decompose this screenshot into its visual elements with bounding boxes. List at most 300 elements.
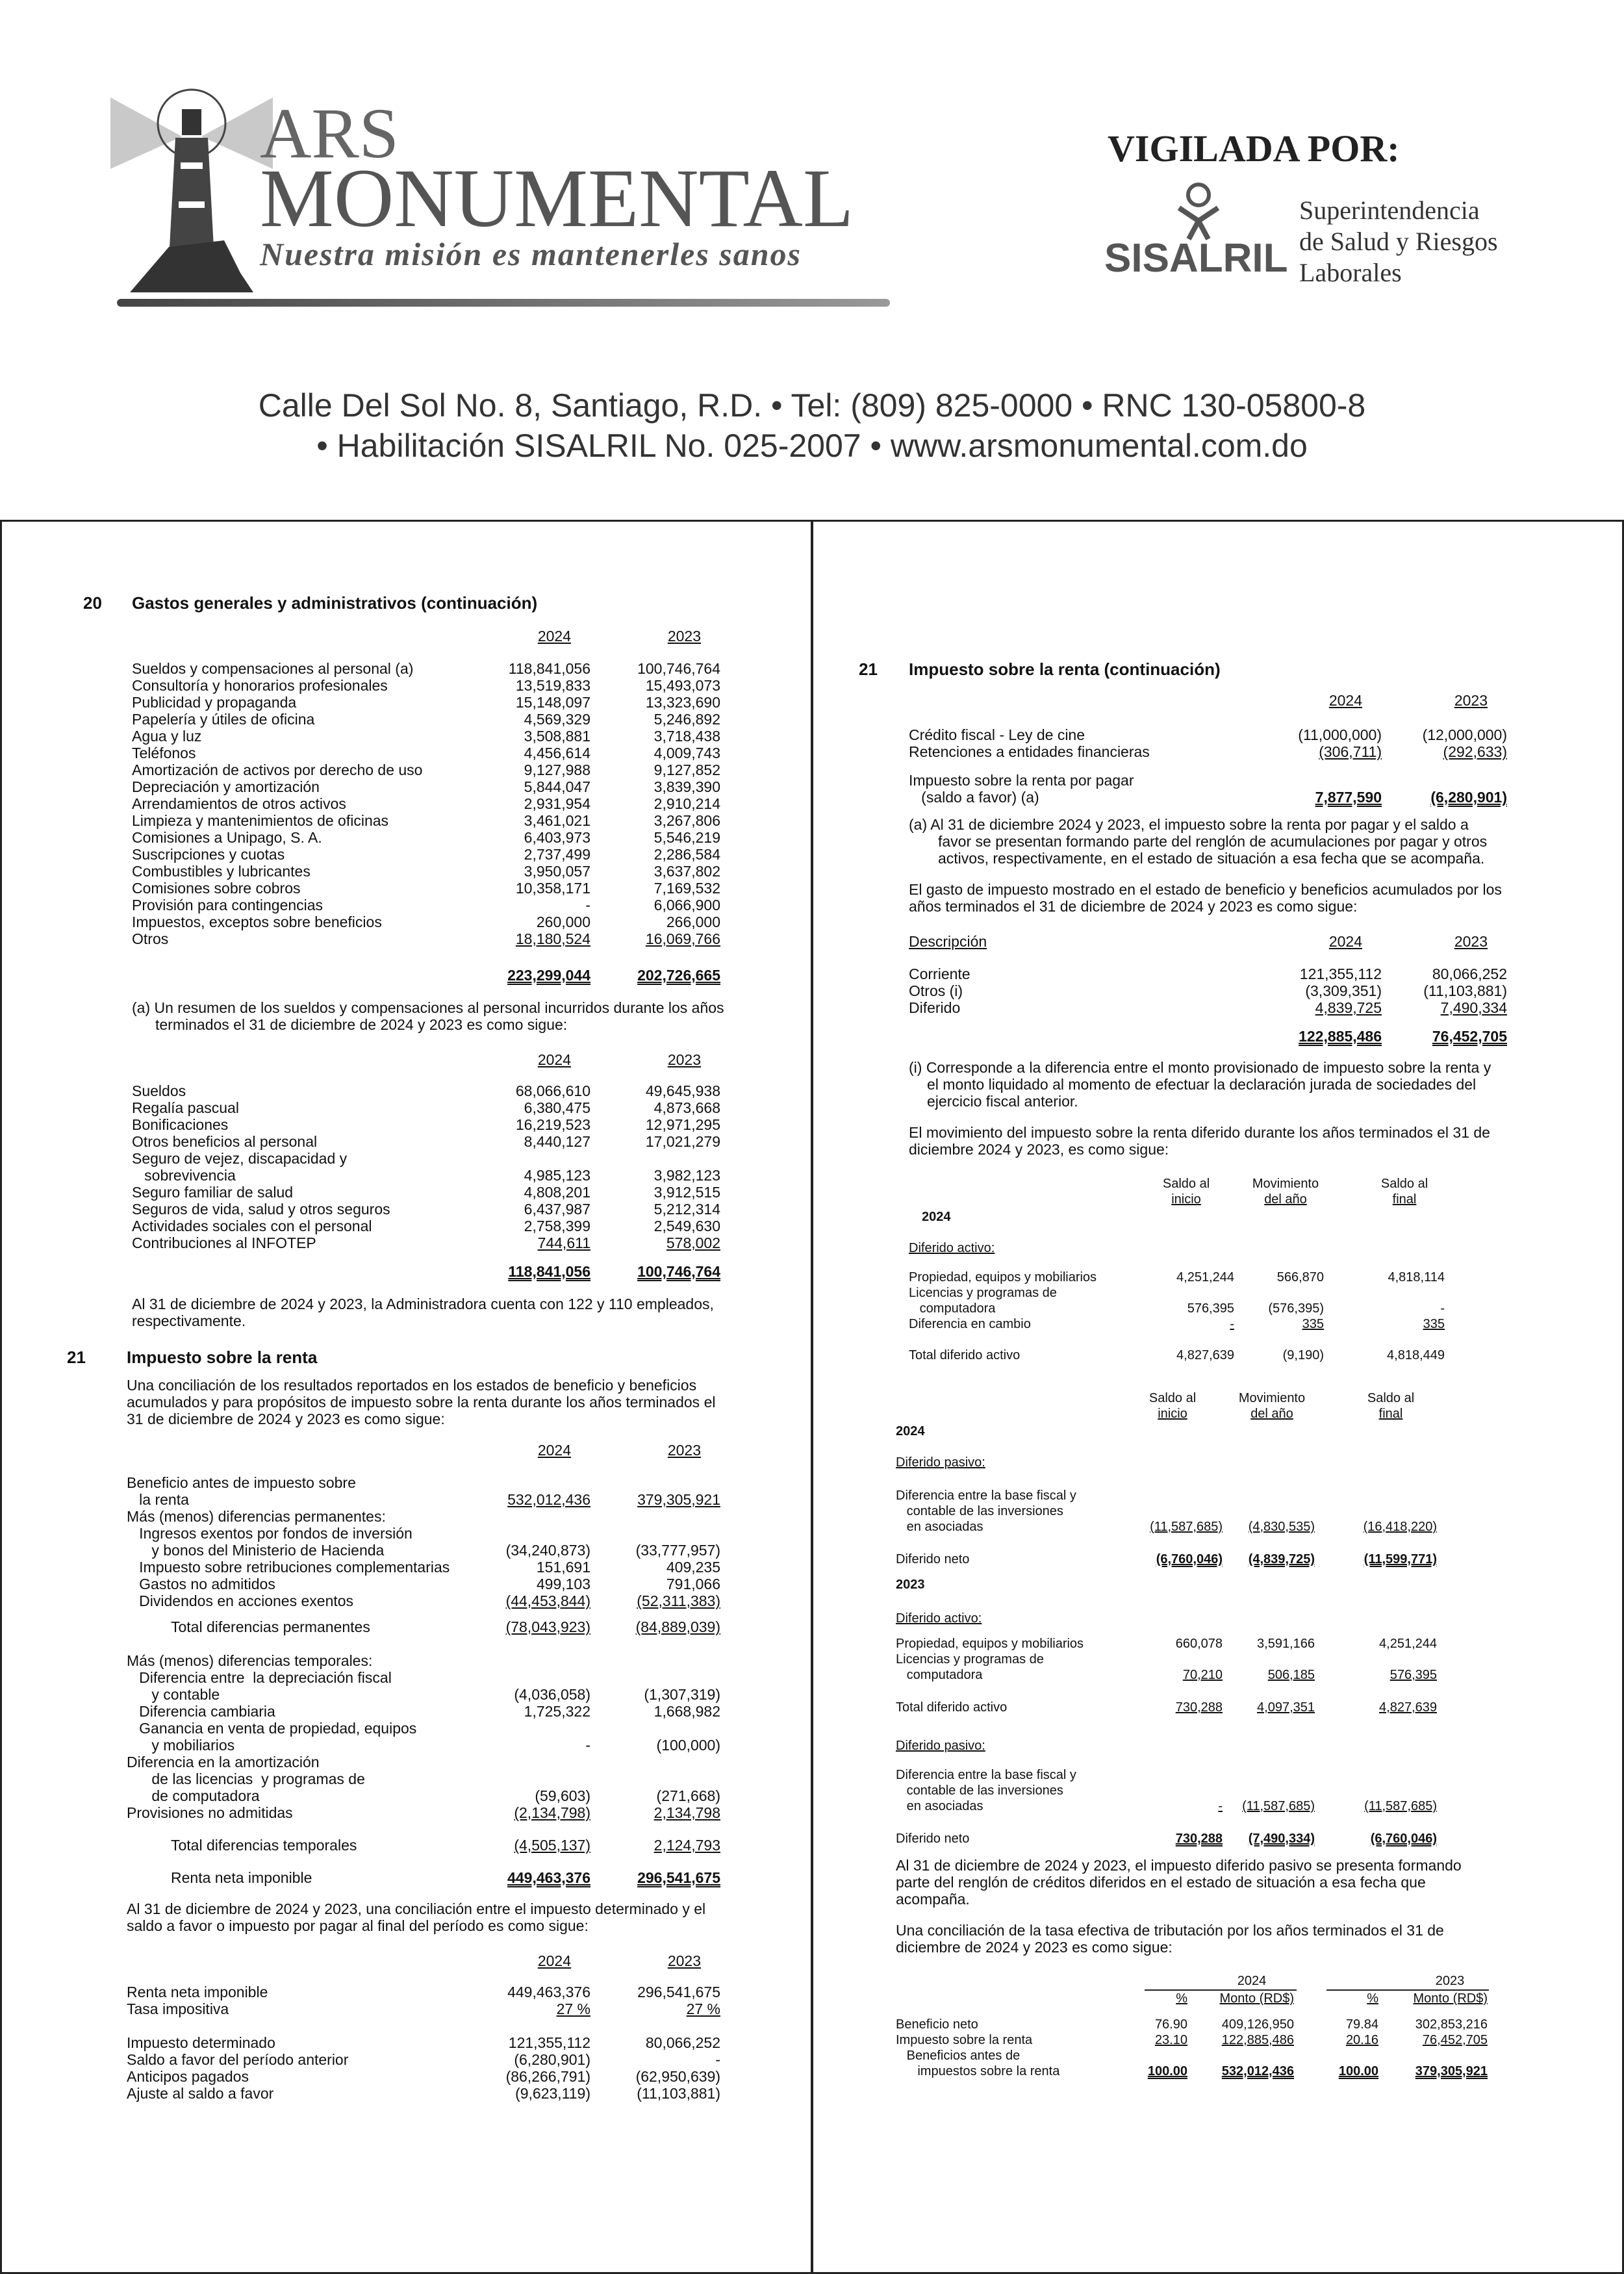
value-2023: 2,124,793 — [653, 1837, 720, 1854]
value-2023: (292,633) — [1443, 743, 1507, 760]
value-2023: 80,066,252 — [645, 2034, 720, 2051]
value-2023: (6,280,901) — [1430, 789, 1507, 806]
gastos-row — [132, 846, 720, 863]
value-2023: 379,305,921 — [637, 1491, 720, 1508]
saldo-final: 4,818,114 — [1388, 1270, 1445, 1284]
tasa-line2: diciembre de 2024 y 2023 es como sigue: — [896, 1939, 1173, 1956]
value-2023: 296,541,675 — [637, 1984, 720, 2000]
saldo-inicio: 4,827,639 — [1176, 1348, 1234, 1362]
row-label: Teléfonos — [132, 745, 196, 761]
monto-head: Monto (RD$) — [1413, 1991, 1488, 2006]
conc-row — [127, 1542, 720, 1559]
value-2023: (11,103,881) — [637, 2085, 720, 2102]
row-label: Comisiones a Unipago, S. A. — [132, 829, 322, 846]
sueldos-col-2023: 2023 — [667, 1051, 701, 1068]
saldo-inicio: 576,395 — [1187, 1301, 1234, 1316]
value-2024: 122,885,486 — [1299, 1028, 1382, 1045]
row-label: Ganancia en venta de propiedad, equipos — [127, 1720, 417, 1737]
value-2024: (59,603) — [535, 1787, 590, 1804]
value-2023: 49,645,938 — [645, 1082, 720, 1099]
row-label: Diferido — [909, 999, 961, 1016]
sueldos-row — [132, 1201, 720, 1218]
saldo-label: Saldo al — [1148, 1391, 1197, 1405]
temp-row — [127, 1686, 720, 1703]
saldo-inicio: 70,210 — [1182, 1668, 1223, 1682]
final-label: final — [1378, 1407, 1403, 1421]
cred-row — [909, 743, 1507, 760]
movimiento-label: Movimiento — [1252, 1177, 1319, 1191]
value-2023: (1,307,319) — [644, 1686, 720, 1703]
value-2023: 80,066,252 — [1432, 965, 1507, 982]
movimiento: (576,395) — [1268, 1301, 1324, 1316]
value-2024: (2,134,798) — [514, 1804, 590, 1821]
value-2024: (34,240,873) — [505, 1542, 590, 1559]
sueldos-row — [132, 1150, 720, 1167]
value-2024: 16,219,523 — [515, 1116, 590, 1133]
diferido-activo-row — [909, 1285, 1445, 1301]
value-2023: 17,021,279 — [645, 1133, 720, 1150]
diferido-pasivo-row — [896, 1519, 1437, 1535]
diferido-activo-total-row — [909, 1348, 1445, 1363]
value-2023: 12,971,295 — [645, 1116, 720, 1133]
superintendencia-line3: Laborales — [1299, 258, 1402, 287]
value-2023: 16,069,766 — [645, 930, 720, 947]
monto-2023: 76,452,705 — [1422, 2033, 1488, 2047]
row-label: Licencias y programas de — [896, 1652, 1044, 1667]
value-2023: (62,950,639) — [635, 2068, 720, 2085]
superintendencia-line2: de Salud y Riesgos — [1299, 227, 1498, 256]
diferido-pasivo-2023-title: Diferido pasivo: — [896, 1739, 985, 1753]
value-2024: 4,808,201 — [524, 1184, 590, 1201]
imp-row — [127, 2068, 720, 2085]
conc-row — [127, 1559, 720, 1576]
monto-2024: 532,012,436 — [1221, 2064, 1294, 2078]
row-label: Diferencia entre la base fiscal y — [896, 1488, 1076, 1503]
pct-head: % — [1176, 1991, 1187, 2006]
note-i-line2: el monto liquidado al momento de efectuar la declaración jurada de sociedades del — [927, 1076, 1477, 1093]
value-2023: 266,000 — [666, 913, 720, 930]
note-20-number: 20 — [83, 593, 102, 613]
saldo-inicio: (11,587,685) — [1150, 1520, 1223, 1534]
row-label: Propiedad, equipos y mobiliarios — [909, 1270, 1097, 1284]
value-2024: 223,299,044 — [507, 967, 590, 984]
tasa-row — [896, 2032, 1488, 2048]
pasivo-line1: Al 31 de diciembre de 2024 y 2023, el impuesto diferido pasivo se presenta formando — [896, 1857, 1462, 1874]
value-2023: 4,873,668 — [653, 1099, 720, 1116]
pct-2024: 100.00 — [1147, 2064, 1187, 2078]
row-label: Consultoría y honorarios profesionales — [132, 677, 388, 694]
row-label: Depreciación y amortización — [132, 778, 320, 795]
value-2023: (84,889,039) — [635, 1618, 720, 1635]
cred-col-2023: 2023 — [1454, 692, 1488, 709]
delano-label: del año — [1250, 1407, 1293, 1421]
row-label: Seguro de vejez, discapacidad y — [132, 1150, 348, 1167]
row-label: Otros beneficios al personal — [132, 1133, 318, 1150]
value-2024: 3,508,881 — [524, 728, 590, 745]
tagline: Nuestra misión es mantenerles sanos — [260, 236, 802, 272]
row-label: Tasa impositiva — [127, 2000, 229, 2017]
row-label: Arrendamientos de otros activos — [132, 795, 346, 812]
saldo-inicio: 4,251,244 — [1176, 1270, 1234, 1284]
movimiento: 566,870 — [1276, 1270, 1324, 1284]
temp-row — [127, 1652, 720, 1669]
tasa-total-row — [896, 2063, 1488, 2079]
diferido-activo-2023-row — [896, 1636, 1437, 1652]
row-label: Diferencia entre la base fiscal y — [896, 1768, 1076, 1782]
gastos-row — [132, 863, 720, 880]
row-label: Impuesto sobre retribuciones complementarias — [127, 1559, 450, 1576]
monto-head: Monto (RD$) — [1219, 1991, 1294, 2006]
cred-row — [909, 726, 1507, 743]
movimiento: (7,490,334) — [1248, 1832, 1315, 1846]
address-line-2: • Habilitación SISALRIL No. 025-2007 • www.arsmonumental.com.do — [316, 428, 1308, 464]
row-label: Limpieza y mantenimientos de oficinas — [132, 812, 389, 829]
diferido-activo-title: Diferido activo: — [909, 1241, 995, 1255]
row-label: Total diferencias temporales — [171, 1837, 357, 1854]
imp-col-2023: 2023 — [667, 1952, 701, 1969]
conc2-line1: Al 31 de diciembre de 2024 y 2023, una conciliación entre el impuesto determinado y el — [127, 1900, 706, 1917]
gastos-row — [132, 913, 720, 930]
row-label: Beneficios antes de — [896, 2049, 1021, 2063]
row-label: Diferencia entre la depreciación fiscal — [127, 1669, 392, 1686]
value-2024: 532,012,436 — [507, 1491, 590, 1508]
row-label: Combustibles y lubricantes — [132, 863, 311, 880]
gasto-line1: El gasto de impuesto mostrado en el estado de beneficio y beneficios acumulados por los — [909, 881, 1502, 898]
row-label: Sueldos — [132, 1082, 186, 1099]
col-saldo-inicio — [1137, 1176, 1235, 1207]
row-label: Retenciones a entidades financieras — [909, 743, 1150, 760]
gastos-row — [132, 795, 720, 812]
value-2023: 27 % — [686, 2000, 720, 2017]
conc-row — [127, 1474, 720, 1491]
sueldos-row — [132, 1167, 720, 1184]
monto-2024: 409,126,950 — [1221, 2017, 1294, 2032]
gastos-row — [132, 711, 720, 728]
value-2024: 499,103 — [536, 1576, 590, 1592]
pct-2023: 100.00 — [1338, 2064, 1378, 2078]
value-2024: 13,519,833 — [515, 677, 590, 694]
intro21-line2: acumulados y para propósitos de impuesto sobre la renta durante los años terminados el — [127, 1394, 716, 1411]
value-2023: 3,637,802 — [653, 863, 720, 880]
gastos-row — [132, 728, 720, 745]
temp-row — [127, 1720, 720, 1737]
diferido-activo-row — [909, 1270, 1445, 1285]
value-2023: 202,726,665 — [637, 967, 720, 984]
conc-row — [127, 1508, 720, 1525]
value-2023: 9,127,852 — [653, 761, 720, 778]
right-page-panel — [812, 520, 1624, 2274]
row-label: en asociadas — [896, 1520, 983, 1534]
gastos-row — [132, 761, 720, 778]
row-label: Diferencia cambiaria — [127, 1703, 275, 1720]
tot-perm-row — [171, 1618, 720, 1635]
value-2024: 121,355,112 — [1299, 965, 1382, 982]
row-label: Beneficio antes de impuesto sobre — [127, 1474, 356, 1491]
saldo-final: (11,587,685) — [1364, 1799, 1437, 1813]
row-label: Diferido neto — [896, 1552, 970, 1566]
temp-row — [127, 1804, 720, 1821]
year-2023-label: 2023 — [896, 1578, 925, 1592]
diferido-pasivo-2023-row — [896, 1798, 1437, 1814]
sueldos-row — [132, 1133, 720, 1150]
gasto-row — [909, 965, 1507, 982]
value-2023: 5,546,219 — [653, 829, 720, 846]
value-2024: 68,066,610 — [515, 1082, 590, 1099]
row-label: Ingresos exentos por fondos de inversión — [127, 1525, 412, 1542]
row-label: Más (menos) diferencias permanentes: — [127, 1508, 386, 1525]
movimiento: (4,830,535) — [1248, 1520, 1315, 1534]
value-2023: 3,267,806 — [653, 812, 720, 829]
monto-2023: 379,305,921 — [1415, 2064, 1488, 2078]
temp-row — [127, 1770, 720, 1787]
value-2023: 5,246,892 — [653, 711, 720, 728]
value-2023: (271,668) — [656, 1787, 720, 1804]
sueldos-row — [132, 1184, 720, 1201]
note-a-line1: (a) Un resumen de los sueldos y compensaciones al personal incurridos durante los años — [132, 999, 724, 1016]
value-2024: (3,309,351) — [1305, 982, 1382, 999]
value-2023: 2,134,798 — [653, 1804, 720, 1821]
value-2024: (306,711) — [1319, 743, 1382, 760]
col-movimiento — [1223, 1390, 1321, 1422]
note-21-title: Impuesto sobre la renta — [127, 1348, 318, 1367]
pasivo-line2: parte del renglón de créditos diferidos en el estado de situación a esa fecha que — [896, 1874, 1426, 1891]
row-label: Crédito fiscal - Ley de cine — [909, 726, 1085, 743]
gastos-row — [132, 897, 720, 913]
value-2023: 3,839,390 — [653, 778, 720, 795]
value-2024: 2,737,499 — [524, 846, 590, 863]
brand-main: MONUMENTAL — [260, 152, 854, 244]
saldo-inicio: - — [1218, 1799, 1223, 1813]
row-label: Amortización de activos por derecho de uso — [132, 761, 423, 778]
row-label: Más (menos) diferencias temporales: — [127, 1652, 373, 1669]
row-label: en asociadas — [896, 1799, 983, 1813]
lighthouse-logo-icon — [110, 78, 273, 292]
row-label: computadora — [909, 1301, 996, 1316]
col-saldo-final — [1356, 1176, 1453, 1207]
row-label: Corriente — [909, 965, 971, 982]
value-2023: (11,103,881) — [1423, 982, 1507, 999]
renta-row — [171, 1869, 720, 1886]
superintendencia-line1: Superintendencia — [1299, 196, 1480, 225]
row-label: Licencias y programas de — [909, 1286, 1057, 1300]
gastos-row — [132, 677, 720, 694]
row-label: Impuesto determinado — [127, 2034, 275, 2051]
value-2023: 6,066,900 — [653, 897, 720, 913]
pct-2023: 79.84 — [1345, 2017, 1378, 2032]
temp-row — [127, 1669, 720, 1686]
value-2023: 2,286,584 — [653, 846, 720, 863]
gastos-total-row — [132, 967, 720, 984]
gasto-col-2024: 2024 — [1328, 933, 1362, 950]
gastos-row — [132, 812, 720, 829]
pct-head: % — [1367, 1991, 1378, 2006]
inicio-label: inicio — [1171, 1192, 1201, 1207]
note-a-line2: terminados el 31 de diciembre de 2024 y 2023 es como sigue: — [155, 1016, 568, 1033]
row-label: Gastos no admitidos — [127, 1576, 275, 1592]
imp-row — [127, 2085, 720, 2102]
row-label: Total diferido activo — [896, 1700, 1008, 1715]
value-2023: 791,066 — [666, 1576, 720, 1592]
value-2024: 121,355,112 — [508, 2034, 590, 2051]
value-2024: 3,461,021 — [524, 812, 590, 829]
row-label: Anticipos pagados — [127, 2068, 249, 2085]
value-2024: 27 % — [556, 2000, 590, 2017]
value-2024: 15,148,097 — [515, 694, 590, 711]
gasto-row — [909, 999, 1507, 1016]
value-2024: 4,456,614 — [524, 745, 590, 761]
letterhead — [0, 0, 1624, 520]
value-2024: (6,280,901) — [514, 2051, 590, 2068]
diferido-activo-row — [909, 1316, 1445, 1332]
left-page-panel — [0, 520, 812, 2274]
value-2023: (52,311,383) — [637, 1592, 720, 1609]
row-label: Otros — [132, 930, 169, 947]
saldo-final: 4,818,449 — [1387, 1348, 1445, 1362]
row-label: Impuestos, exceptos sobre beneficios — [132, 913, 382, 930]
row-label: de computadora — [127, 1787, 260, 1804]
value-2024: 118,841,056 — [508, 660, 590, 677]
gastos-row — [132, 694, 720, 711]
row-label: y contable — [127, 1686, 220, 1703]
value-2024: 2,758,399 — [524, 1218, 590, 1234]
row-label: Diferencia en la amortización — [127, 1754, 320, 1770]
sueldos-row — [132, 1234, 720, 1251]
value-2024: (44,453,844) — [505, 1592, 590, 1609]
value-2023: 3,982,123 — [653, 1167, 720, 1184]
col-saldo-final — [1342, 1390, 1440, 1422]
row-label: (saldo a favor) (a) — [909, 789, 1039, 806]
diferido-activo-2023-title: Diferido activo: — [896, 1611, 982, 1626]
tasa-year-2024: 2024 — [1237, 1974, 1267, 1988]
tasa-col-heads — [896, 1991, 1488, 2006]
row-label: Renta neta imponible — [171, 1869, 312, 1886]
row-label: Actividades sociales con el personal — [132, 1218, 372, 1234]
saldo-label: Saldo al — [1367, 1391, 1415, 1405]
saldo-inicio: 730,288 — [1175, 1832, 1223, 1846]
row-label: Sueldos y compensaciones al personal (a) — [132, 660, 414, 677]
row-label: sobrevivencia — [132, 1167, 236, 1184]
inicio-label: inicio — [1158, 1407, 1187, 1421]
row-label: Suscripciones y cuotas — [132, 846, 285, 863]
diferido-pasivo-row — [896, 1503, 1437, 1519]
col-saldo-inicio — [1124, 1390, 1221, 1422]
sueldos-total-row — [132, 1263, 720, 1280]
sueldos-row — [132, 1099, 720, 1116]
gastos-col-2023: 2023 — [667, 628, 701, 645]
imp-col-2024: 2024 — [537, 1952, 571, 1969]
gastos-row — [132, 930, 720, 947]
value-2024: 3,950,057 — [524, 863, 590, 880]
empleados-line2: respectivamente. — [132, 1312, 246, 1329]
note-21-cont-title: Impuesto sobre la renta (continuación) — [909, 659, 1221, 679]
sueldos-row — [132, 1116, 720, 1133]
movimiento: 3,591,166 — [1257, 1637, 1315, 1651]
intro21-line1: Una conciliación de los resultados reportados en los estados de beneficio y beneficios — [127, 1377, 697, 1394]
value-2024: 4,569,329 — [524, 711, 590, 728]
value-2024: 8,440,127 — [524, 1133, 590, 1150]
value-2024: 151,691 — [536, 1559, 590, 1576]
value-2023: 1,668,982 — [653, 1703, 720, 1720]
value-2024: 744,611 — [537, 1234, 590, 1251]
value-2024: 6,380,475 — [524, 1099, 590, 1116]
note-21-number: 21 — [67, 1348, 86, 1367]
row-label: Dividendos en acciones exentos — [127, 1592, 354, 1609]
saldo-final: (11,599,771) — [1364, 1552, 1437, 1566]
row-label: Otros (i) — [909, 982, 963, 999]
sueldos-col-2024: 2024 — [537, 1051, 571, 1068]
value-2024: 260,000 — [536, 913, 590, 930]
gastos-row — [132, 745, 720, 761]
gastos-row — [132, 660, 720, 677]
row-label: Diferido neto — [896, 1832, 970, 1846]
monto-2023: 302,853,216 — [1415, 2017, 1488, 2032]
value-2023: (12,000,000) — [1422, 726, 1507, 743]
note-i-line3: ejercicio fiscal anterior. — [927, 1093, 1078, 1110]
conc-col-2024: 2024 — [537, 1442, 571, 1459]
value-2023: 3,912,515 — [653, 1184, 720, 1201]
row-label: y bonos del Ministerio de Hacienda — [127, 1542, 385, 1559]
saldo-inicio: - — [1230, 1317, 1234, 1331]
row-label: Comisiones sobre cobros — [132, 880, 301, 897]
value-2023: (33,777,957) — [635, 1542, 720, 1559]
row-label: y mobiliarios — [127, 1737, 235, 1754]
value-2023: 2,910,214 — [653, 795, 720, 812]
gastos-row — [132, 778, 720, 795]
saldo-inicio: 660,078 — [1175, 1637, 1223, 1651]
value-2024: (4,036,058) — [514, 1686, 590, 1703]
value-2023: - — [715, 2051, 720, 2068]
sisalril-person-icon — [1169, 182, 1228, 240]
diferido-pasivo-title: Diferido pasivo: — [896, 1455, 985, 1470]
row-label: de las licencias y programas de — [127, 1770, 365, 1787]
row-label: Seguros de vida, salud y otros seguros — [132, 1201, 390, 1218]
temp-row — [127, 1754, 720, 1770]
value-2023: (100,000) — [656, 1737, 720, 1754]
movimiento: (9,190) — [1282, 1348, 1324, 1362]
row-label: Publicidad y propaganda — [132, 694, 297, 711]
pct-2023: 20.16 — [1345, 2033, 1378, 2047]
saldo-final: 335 — [1423, 1317, 1445, 1331]
row-label: Total diferencias permanentes — [171, 1618, 370, 1635]
conc2-line2: saldo a favor o impuesto por pagar al final del período es como sigue: — [127, 1917, 589, 1934]
movimiento: 4,097,351 — [1257, 1700, 1315, 1715]
row-label: Contribuciones al INFOTEP — [132, 1234, 316, 1251]
value-2024: 449,463,376 — [507, 1869, 590, 1886]
value-2023: 100,746,764 — [637, 660, 720, 677]
row-label: Renta neta imponible — [127, 1984, 268, 2000]
diferido-pasivo-2023-row — [896, 1783, 1437, 1798]
temp-row — [127, 1787, 720, 1804]
note-a-line2: favor se presentan formando parte del renglón de acumulaciones por pagar y otros — [938, 833, 1488, 850]
gastos-row — [132, 880, 720, 897]
pasivo-line3: acompaña. — [896, 1891, 970, 1908]
imp-row — [127, 2034, 720, 2051]
conc-row — [127, 1491, 720, 1508]
saldo-inicio: (6,760,046) — [1156, 1552, 1223, 1566]
gastos-row — [132, 829, 720, 846]
value-2024: 4,839,725 — [1315, 999, 1382, 1016]
diferido-activo-2023-row — [896, 1652, 1437, 1667]
row-label: Papelería y útiles de oficina — [132, 711, 315, 728]
note-21-cont-number: 21 — [859, 659, 878, 679]
value-2024: 1,725,322 — [524, 1703, 590, 1720]
value-2024: 9,127,988 — [524, 761, 590, 778]
row-label: Propiedad, equipos y mobiliarios — [896, 1637, 1084, 1651]
saldo-label: Saldo al — [1162, 1177, 1210, 1191]
row-label: Provisión para contingencias — [132, 897, 324, 913]
row-label: Agua y luz — [132, 728, 202, 745]
value-2024: 7,877,590 — [1315, 789, 1382, 806]
